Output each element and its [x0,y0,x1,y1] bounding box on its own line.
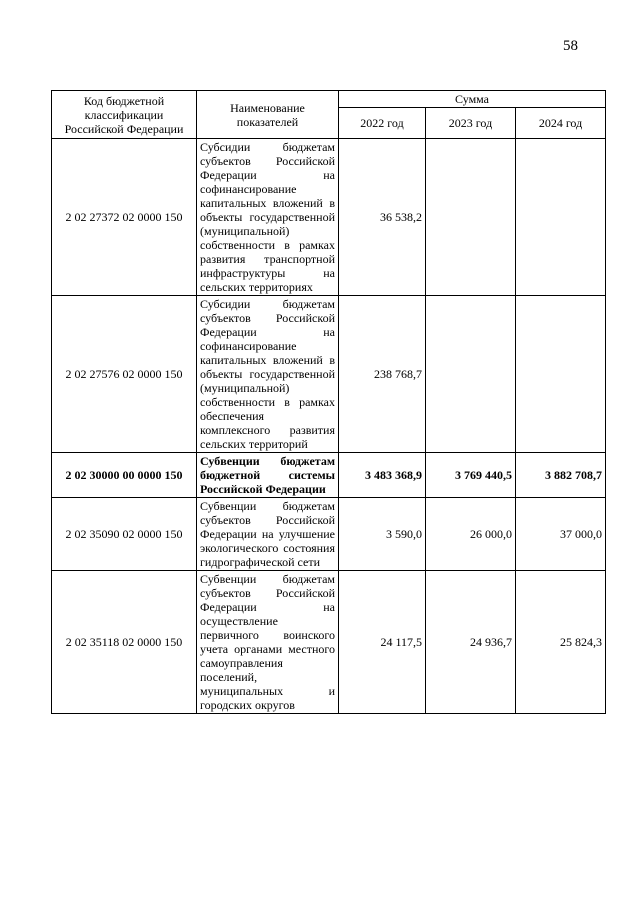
row-value-2024: 3 882 708,7 [516,453,606,498]
table-row [52,498,606,571]
row-name: Субвенции бюджетам субъектов Российской Федерации на улучшение экологического состояния гидрографической сети [197,498,339,571]
header-year-2022: 2022 год [339,108,426,139]
row-value-2022: 3 590,0 [339,498,426,571]
table-row-total [52,453,606,498]
row-value-2023 [426,139,516,296]
row-value-2024: 25 824,3 [516,571,606,714]
row-value-2022: 3 483 368,9 [339,453,426,498]
table-row [52,571,606,714]
row-code: 2 02 35118 02 0000 150 [52,571,197,714]
row-value-2024: 37 000,0 [516,498,606,571]
page-number: 58 [563,38,578,54]
header-sum: Сумма [339,91,606,108]
row-code: 2 02 30000 00 0000 150 [52,453,197,498]
row-value-2022: 24 117,5 [339,571,426,714]
table-row [52,139,606,296]
table-row [52,296,606,453]
row-name: Субсидии бюджетам субъектов Российской Федерации на софинансирование капитальных вложений в объекты государственной (муниципальной) собственности в рамках обеспечения комплексного развития сельских территорий [197,296,339,453]
row-value-2023: 3 769 440,5 [426,453,516,498]
row-code: 2 02 35090 02 0000 150 [52,498,197,571]
row-value-2022: 238 768,7 [339,296,426,453]
row-value-2022: 36 538,2 [339,139,426,296]
header-name: Наименование показателей [197,91,339,139]
row-code: 2 02 27372 02 0000 150 [52,139,197,296]
row-value-2023: 24 936,7 [426,571,516,714]
header-year-2024: 2024 год [516,108,606,139]
row-name: Субсидии бюджетам субъектов Российской Федерации на софинансирование капитальных вложений в объекты государственной (муниципальной) собственности в рамках развития транспортной инфраструктуры на сельских территориях [197,139,339,296]
row-value-2023: 26 000,0 [426,498,516,571]
header-code: Код бюджетной классификации Российской Федерации [52,91,197,139]
row-name: Субвенции бюджетам бюджетной системы Российской Федерации [197,453,339,498]
row-value-2024 [516,296,606,453]
row-code: 2 02 27576 02 0000 150 [52,296,197,453]
header-year-2023: 2023 год [426,108,516,139]
row-name: Субвенции бюджетам субъектов Российской Федерации на осуществление первичного воинского учета органами местного самоуправления поселений, муниципальных и городских округов [197,571,339,714]
row-value-2024 [516,139,606,296]
budget-table [51,90,606,714]
row-value-2023 [426,296,516,453]
